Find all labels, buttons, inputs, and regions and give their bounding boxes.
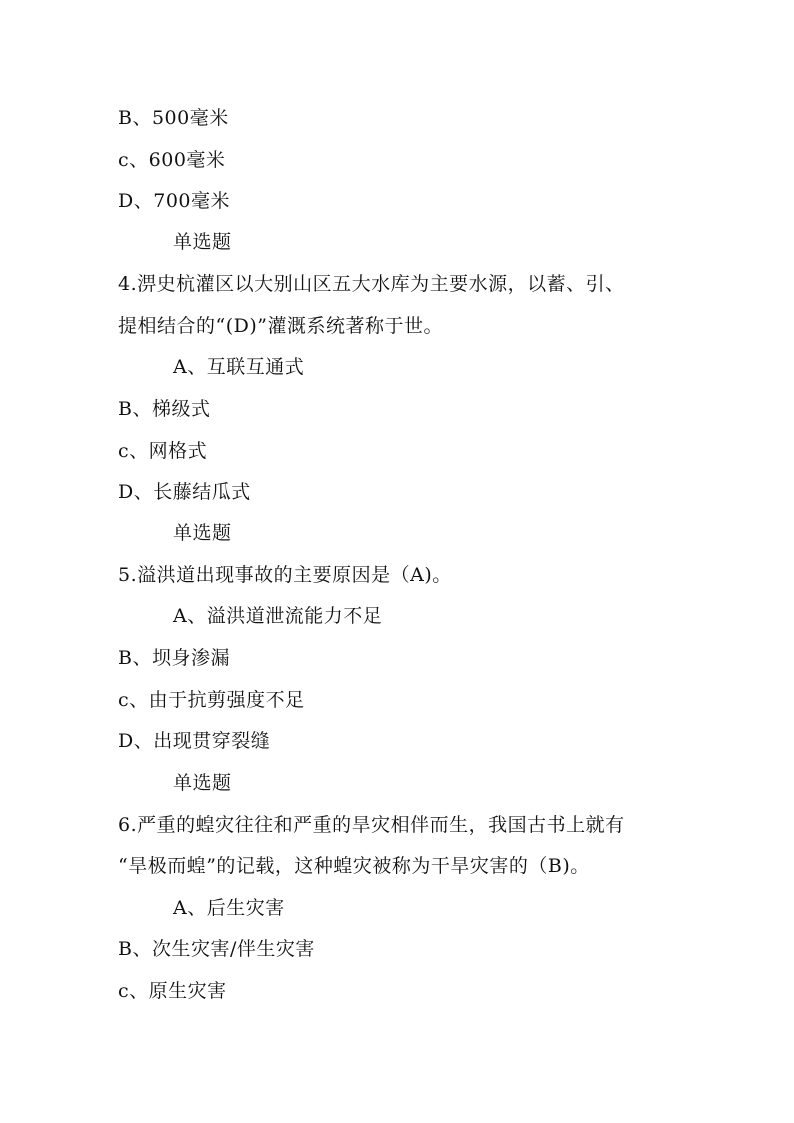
q5-option-a: A、溢洪道泄流能力不足 xyxy=(173,605,383,627)
q4-option-c: c、网格式 xyxy=(118,440,208,462)
q6-option-a: A、后生灾害 xyxy=(173,897,285,919)
q5-option-b: B、坝身渗漏 xyxy=(118,647,230,669)
q4-option-b: B、梯级式 xyxy=(118,398,211,420)
q5-option-d: D、出现贯穿裂缝 xyxy=(118,730,271,752)
q3-option-b: B、500毫米 xyxy=(118,107,229,129)
q6-option-c: c、原生灾害 xyxy=(118,980,227,1002)
q4-option-a: A、互联互通式 xyxy=(173,356,305,378)
q5-question-text: 5.溢洪道出现事故的主要原因是（A)。 xyxy=(118,564,452,586)
q4-question-type: 单选题 xyxy=(173,231,232,253)
q4-question-text-line1: 4.淠史杭灌区以大别山区五大水库为主要水源，以蓄、引、 xyxy=(118,273,625,295)
q4-option-d: D、长藤结瓜式 xyxy=(118,481,251,503)
q6-question-text-line2: “旱极而蝗”的记载，这种蝗灾被称为干旱灾害的（B)。 xyxy=(118,855,590,877)
q3-option-d: D、700毫米 xyxy=(118,190,230,212)
q5-option-c: c、由于抗剪强度不足 xyxy=(118,689,305,711)
q6-question-text-line1: 6.严重的蝗灾往往和严重的旱灾相伴而生，我国古书上就有 xyxy=(118,814,625,836)
q6-question-type: 单选题 xyxy=(173,772,232,794)
q6-option-b: B、次生灾害/伴生灾害 xyxy=(118,938,315,960)
q4-question-text-line2: 提相结合的“(D)”灌溉系统著称于世。 xyxy=(118,315,443,337)
q5-question-type: 单选题 xyxy=(173,522,232,544)
q3-option-c: c、600毫米 xyxy=(118,149,226,171)
